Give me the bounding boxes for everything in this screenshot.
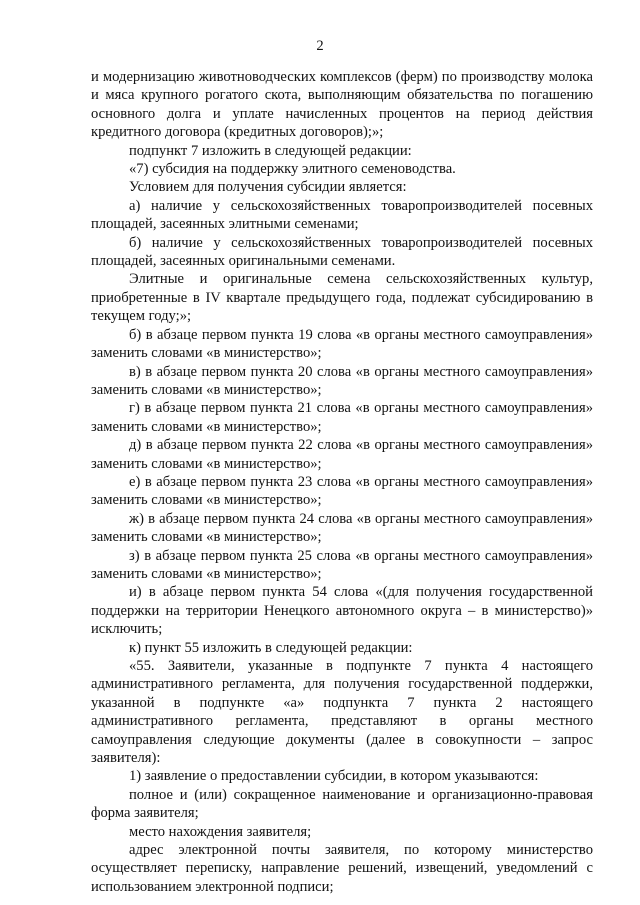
paragraph: и) в абзаце первом пункта 54 слова «(для получения государственной поддержки на территории Ненецкого автономного округа – в министерство)» исключить; (91, 584, 593, 638)
paragraph: з) в абзаце первом пункта 25 слова «в органы местного самоуправления» заменить словами «в министерство»; (91, 547, 593, 582)
paragraph: Условием для получения субсидии является: (129, 179, 407, 196)
paragraph: е) в абзаце первом пункта 23 слова «в органы местного самоуправления» заменить словами «в министерство»; (91, 473, 593, 509)
paragraph: адрес электронной почты заявителя, по которому министерство осуществляет переписку, направление решений, извещений, уведомлений с использованием электронной подписи; (91, 842, 593, 895)
paragraph: место нахождения заявителя; (129, 823, 312, 840)
paragraph: «7) субсидия на поддержку элитного семеноводства. (129, 161, 456, 178)
page-number: 2 (316, 38, 324, 54)
paragraph: подпункт 7 изложить в следующей редакции: (129, 142, 412, 159)
paragraph: 1) заявление о предоставлении субсидии, в котором указываются: (129, 768, 539, 785)
paragraph: а) наличие у сельскохозяйственных товаропроизводителей посевных площадей, засеянных элитными семенами; (91, 197, 593, 233)
paragraph: «55. Заявители, указанные в подпункте 7 пункта 4 настоящего административного регламента, для получения государственной поддержки, указанной в подпункте «а» подпункта 7 пункта 2 настоящего административного регламента, представляют в органы местного самоуправления следующие документы (далее в совокупности – запрос заявителя): (91, 658, 593, 767)
paragraph: в) в абзаце первом пункта 20 слова «в органы местного самоуправления» заменить словами «в министерство»; (91, 363, 593, 398)
paragraph: Элитные и оригинальные семена сельскохозяйственных культур, приобретенные в IV квартале предыдущего года, подлежат субсидированию в текущем году;»; (91, 271, 593, 325)
paragraph: полное и (или) сокращенное наименование и организационно-правовая форма заявителя; (91, 786, 593, 822)
document-body (91, 68, 593, 896)
paragraph: ж) в абзаце первом пункта 24 слова «в органы местного самоуправления» заменить словами «в министерство»; (91, 510, 593, 546)
paragraph: б) наличие у сельскохозяйственных товаропроизводителей посевных площадей, засеянных оригинальными семенами. (91, 234, 593, 270)
paragraph: г) в абзаце первом пункта 21 слова «в органы местного самоуправления» заменить словами «в министерство»; (91, 400, 593, 435)
paragraph: б) в абзаце первом пункта 19 слова «в органы местного самоуправления» заменить словами «в министерство»; (91, 326, 593, 362)
paragraph: д) в абзаце первом пункта 22 слова «в органы местного самоуправления» заменить словами «в министерство»; (91, 437, 593, 472)
paragraph: к) пункт 55 изложить в следующей редакции: (129, 639, 413, 656)
paragraph: и модернизацию животноводческих комплексов (ферм) по производству молока и мяса крупного рогатого скота, выполняющим обязательства по погашению основного долга и уплате начисленных процентов на период действия кредитного договора (кредитных договоров);»; (91, 69, 593, 141)
